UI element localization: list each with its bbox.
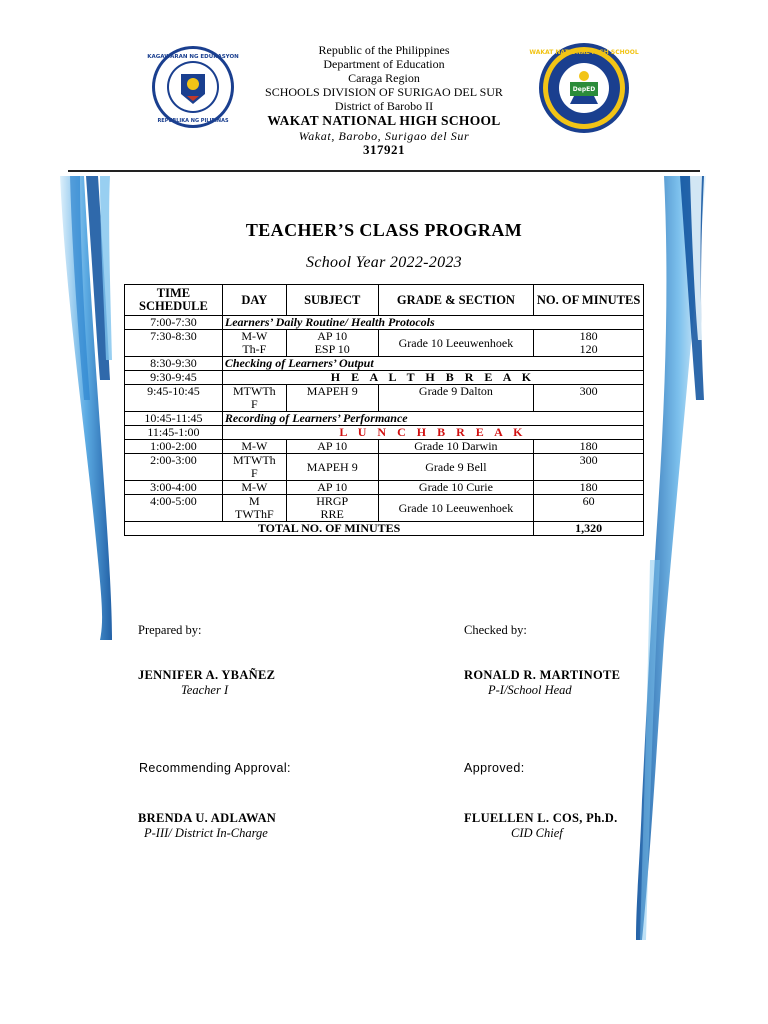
time-cell: 9:30-9:45: [125, 371, 223, 385]
minutes-cell: 180: [534, 440, 644, 454]
table-row: [125, 371, 644, 385]
minutes-cell: 300: [534, 454, 644, 481]
grade-cell: Grade 10 Leeuwenhoek: [378, 330, 534, 357]
table-row: [125, 495, 644, 522]
checked-by-label: Checked by:: [464, 623, 527, 637]
grade-cell: Grade 10 Curie: [378, 481, 534, 495]
total-label: TOTAL NO. OF MINUTES: [125, 522, 534, 536]
day-cell: [222, 330, 286, 357]
header-day: DAY: [222, 285, 286, 316]
time-cell: 7:00-7:30: [125, 316, 223, 330]
activity-cell: Recording of Learners’ Performance: [222, 412, 643, 426]
header-subject: SUBJECT: [286, 285, 378, 316]
time-cell: 4:00-5:00: [125, 495, 223, 522]
header-division: SCHOOLS DIVISION OF SURIGAO DEL SUR: [265, 85, 503, 99]
subject-cell: [286, 330, 378, 357]
table-row: [125, 481, 644, 495]
class-program-table: [124, 284, 644, 536]
time-cell: 8:30-9:30: [125, 357, 223, 371]
table-row: [125, 426, 644, 440]
prepared-by-label: Prepared by:: [138, 623, 202, 637]
time-cell: 1:00-2:00: [125, 440, 223, 454]
day-line: M-W: [241, 329, 268, 343]
day-line: F: [250, 397, 258, 411]
table-header-row: [125, 285, 644, 316]
time-cell: 2:00-3:00: [125, 454, 223, 481]
approved-label: Approved:: [464, 761, 525, 775]
subject-line: RRE: [320, 507, 344, 521]
header-school-id: 317921: [363, 142, 405, 157]
day-line: MTWTh: [233, 453, 276, 467]
minutes-line: 180: [579, 329, 598, 343]
subject-cell: [286, 495, 378, 522]
subject-line: AP 10: [317, 329, 348, 343]
minutes-cell: 180: [534, 481, 644, 495]
svg-text:REPUBLIKA NG PILIPINAS: REPUBLIKA NG PILIPINAS: [157, 118, 229, 124]
time-cell: 11:45-1:00: [125, 426, 223, 440]
checked-by-name: RONALD R. MARTINOTE: [464, 668, 621, 682]
document-title: TEACHER’S CLASS PROGRAM: [245, 220, 523, 240]
subject-cell: AP 10: [286, 481, 378, 495]
subject-cell: MAPEH 9: [286, 454, 378, 481]
svg-text:DepED: DepED: [572, 86, 596, 93]
header-department: Department of Education: [323, 57, 445, 71]
recommending-approval-label: Recommending Approval:: [139, 761, 291, 775]
header-district: District of Barobo II: [334, 99, 434, 113]
header-region: Caraga Region: [348, 71, 420, 85]
grade-cell: Grade 10 Leeuwenhoek: [378, 495, 534, 522]
activity-cell: Learners’ Daily Routine/ Health Protocols: [222, 316, 643, 330]
header-school-address: Wakat, Barobo, Surigao del Sur: [298, 129, 470, 143]
grade-cell: Grade 9 Bell: [378, 454, 534, 481]
day-line: M: [248, 494, 260, 508]
lunch-break-cell: L U N C H B R E A K: [222, 426, 643, 440]
checked-by-position: P-I/School Head: [488, 683, 572, 697]
left-ribbon-group: [60, 176, 112, 640]
minutes-cell: 300: [534, 385, 644, 412]
time-cell: 3:00-4:00: [125, 481, 223, 495]
header-school-name: WAKAT NATIONAL HIGH SCHOOL: [267, 113, 501, 128]
table-row: [125, 412, 644, 426]
minutes-cell: [534, 330, 644, 357]
grade-cell: Grade 9 Dalton: [378, 385, 534, 412]
school-year: School Year 2022-2023: [306, 254, 462, 271]
grade-cell: Grade 10 Darwin: [378, 440, 534, 454]
header-minutes: NO. OF MINUTES: [534, 285, 644, 316]
subject-cell: AP 10: [286, 440, 378, 454]
header-divider: [68, 170, 700, 172]
table-row: [125, 385, 644, 412]
time-cell: 7:30-8:30: [125, 330, 223, 357]
day-cell: [222, 385, 286, 412]
minutes-cell: 60: [534, 495, 644, 522]
svg-text:WAKAT NATIONAL HIGH SCHOOL: WAKAT NATIONAL HIGH SCHOOL: [529, 49, 639, 56]
subject-line: ESP 10: [314, 342, 350, 356]
table-row: [125, 454, 644, 481]
time-cell: 10:45-11:45: [125, 412, 223, 426]
day-line: Th-F: [242, 342, 267, 356]
subject-line: HRGP: [316, 494, 349, 508]
day-cell: M-W: [222, 481, 286, 495]
table-total-row: [125, 522, 644, 536]
recommending-name: BRENDA U. ADLAWAN: [138, 811, 277, 825]
prepared-by-name: JENNIFER A. YBAÑEZ: [138, 668, 276, 682]
header-grade: GRADE & SECTION: [378, 285, 534, 316]
day-cell: [222, 454, 286, 481]
day-line: MTWTh: [233, 384, 276, 398]
day-line: F: [250, 466, 258, 480]
approved-name: FLUELLEN L. COS, Ph.D.: [464, 811, 618, 825]
table-row: [125, 440, 644, 454]
health-break-cell: H E A L T H B R E A K: [222, 371, 643, 385]
approved-position: CID Chief: [511, 826, 563, 840]
table-row: [125, 357, 644, 371]
recommending-position: P-III/ District In-Charge: [144, 826, 268, 840]
prepared-by-position: Teacher I: [181, 683, 229, 697]
table-row: [125, 330, 644, 357]
subject-cell: MAPEH 9: [286, 385, 378, 412]
activity-cell: Checking of Learners’ Output: [222, 357, 643, 371]
time-cell: 9:45-10:45: [125, 385, 223, 412]
header-republic: Republic of the Philippines: [318, 43, 450, 57]
table-row: [125, 316, 644, 330]
right-ribbon-group: [636, 176, 706, 940]
minutes-line: 120: [579, 342, 598, 356]
day-line: TWThF: [234, 507, 274, 521]
day-cell: [222, 495, 286, 522]
total-value: 1,320: [534, 522, 644, 536]
svg-text:KAGAWARAN NG EDUKASYON: KAGAWARAN NG EDUKASYON: [147, 54, 239, 60]
day-cell: M-W: [222, 440, 286, 454]
header-time: TIME SCHEDULE: [125, 285, 223, 316]
